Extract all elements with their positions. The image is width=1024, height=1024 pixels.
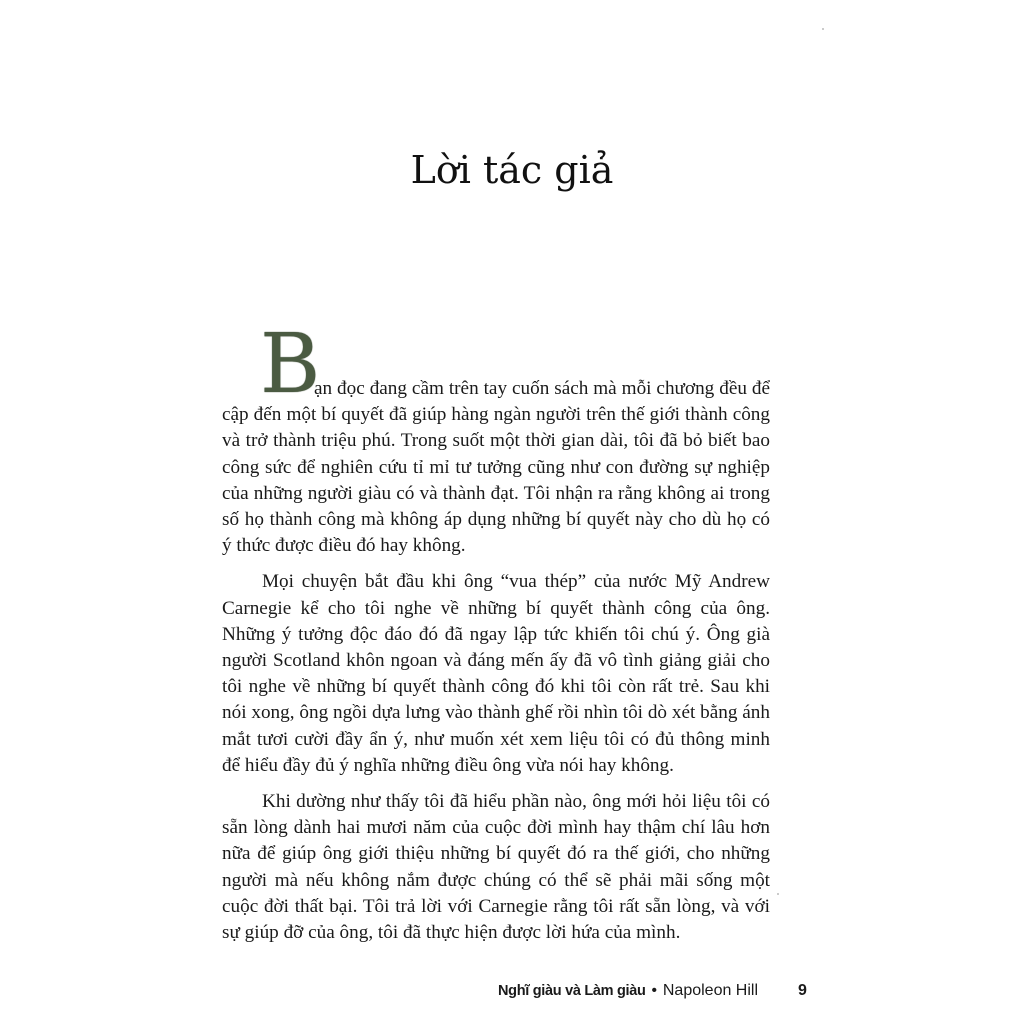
footer-author: Napoleon Hill xyxy=(662,982,759,999)
paragraph-2: Mọi chuyện bắt đầu khi ông “vua thép” của nước Mỹ Andrew Carnegie kể cho tôi nghe về những bí quyết thành công của ông. Những ý tưởng độc đáo đó đã ngay lập tức khiến tôi chú ý. Ông già người Scotland khôn ngoan và đáng mến ấy đã vô tình giảng giải cho tôi nghe về những bí quyết thành công đó khi tôi còn rất trẻ. Sau khi nói xong, ông ngồi dựa lưng vào thành ghế rồi nhìn tôi dò xét bằng ánh mắt tươi cười đầy ẩn ý, như muốn xét xem liệu tôi có đủ thông minh để hiểu đầy đủ ý nghĩa những điều ông vừa nói hay không. xyxy=(222,571,770,776)
scan-speck xyxy=(822,28,824,30)
paragraph-1 xyxy=(222,317,771,559)
paragraph-1-text: để cập đến một bí quyết đã giúp hàng ngàn người trên thế giới thành công và trở thành triệu phú. Trong suốt một thời gian dài, tôi đã bỏ biết bao công sức để nghiên cứu tỉ mỉ tư tưởng cũng như con đường sự nghiệp của những người giàu có và thành đạt. Tôi nhận ra rằng không ai trong số họ thành công mà không áp dụng những bí quyết này cho dù họ có ý thức được điều đó hay không. xyxy=(222,378,771,557)
paragraph-1-first-line: ạn đọc đang cầm trên tay cuốn sách mà mỗi chương đều xyxy=(314,378,747,399)
paragraph-3: Khi dường như thấy tôi đã hiểu phần nào, ông mới hỏi liệu tôi có sẵn lòng dành hai mươi năm của cuộc đời mình hay thậm chí lâu hơn nữa để giúp ông giới thiệu những bí quyết đó ra thế giới, cho những người mà nếu không nắm được chúng có thể sẽ phải mãi sống một cuộc đời thất bại. Tôi trả lời với Carnegie rằng tôi rất sẵn lòng, và với sự giúp đỡ của ông, tôi đã thực hiện được lời hứa của mình. xyxy=(222,791,770,944)
page-title: Lời tác giả xyxy=(410,148,614,192)
page-footer xyxy=(498,982,818,1006)
body-text xyxy=(222,317,771,956)
drop-cap: B xyxy=(260,317,321,412)
page-number: 9 xyxy=(798,982,807,999)
scan-speck xyxy=(777,893,779,895)
footer-book-title: Nghĩ giàu và Làm giàu xyxy=(498,983,646,999)
footer-bullet-separator: • xyxy=(651,982,657,999)
